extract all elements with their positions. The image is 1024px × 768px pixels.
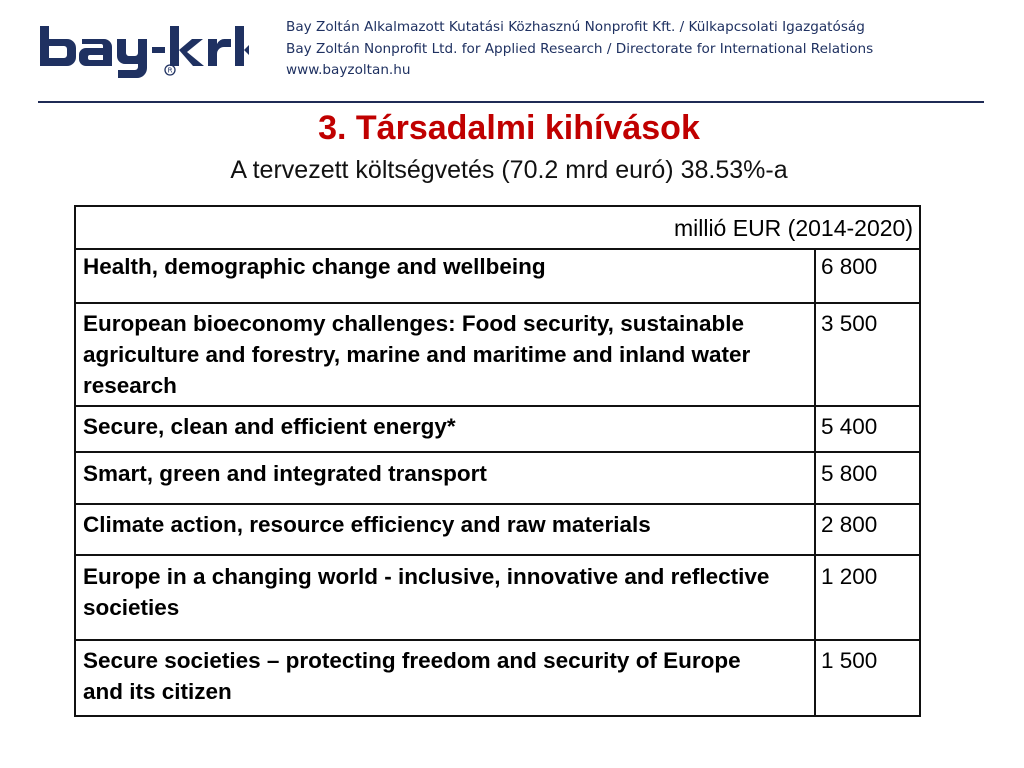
row-value: 5 400	[821, 414, 878, 439]
row-value: 1 200	[821, 564, 878, 589]
row-divider	[76, 405, 919, 407]
row-label: Secure, clean and efficient energy*	[83, 414, 456, 439]
slide-subtitle: A tervezett költségvetés (70.2 mrd euró) 38.53%-a	[230, 156, 788, 184]
column-divider	[814, 248, 816, 717]
row-value: 5 800	[821, 461, 878, 486]
row-value: 6 800	[821, 254, 878, 279]
row-label: Europe in a changing world - inclusive, innovative and reflective societies	[83, 564, 770, 620]
svg-text:R: R	[167, 66, 173, 75]
bay-rkr-logo	[40, 26, 254, 78]
organization-info	[286, 17, 873, 82]
slide-title: 3. Társadalmi kihívások	[318, 109, 700, 147]
header-divider	[38, 101, 984, 103]
org-name-english: Bay Zoltán Nonprofit Ltd. for Applied Research / Directorate for International Relations	[286, 40, 874, 57]
row-divider	[76, 302, 919, 304]
row-divider	[76, 451, 919, 453]
row-divider	[76, 503, 919, 505]
row-divider	[76, 554, 919, 556]
org-website: www.bayzoltan.hu	[286, 62, 411, 78]
row-value: 2 800	[821, 512, 878, 537]
row-label: European bioeconomy challenges: Food security, sustainable agriculture and forestry, marine and maritime and inland water research	[83, 311, 751, 398]
row-label: Climate action, resource efficiency and raw materials	[83, 512, 651, 537]
header-row-divider	[76, 248, 919, 250]
budget-table	[74, 205, 921, 717]
row-value: 3 500	[821, 311, 878, 336]
row-divider	[76, 639, 919, 641]
org-name-hungarian: Bay Zoltán Alkalmazott Kutatási Közhasznú Nonprofit Kft. / Külkapcsolati Igazgatóság	[286, 19, 865, 35]
unit-header: millió EUR (2014-2020)	[673, 215, 913, 241]
row-value: 1 500	[821, 648, 878, 673]
row-label: Smart, green and integrated transport	[83, 461, 487, 486]
row-label: Secure societies – protecting freedom and security of Europe and its citizen	[83, 648, 741, 704]
row-label: Health, demographic change and wellbeing	[83, 254, 546, 279]
